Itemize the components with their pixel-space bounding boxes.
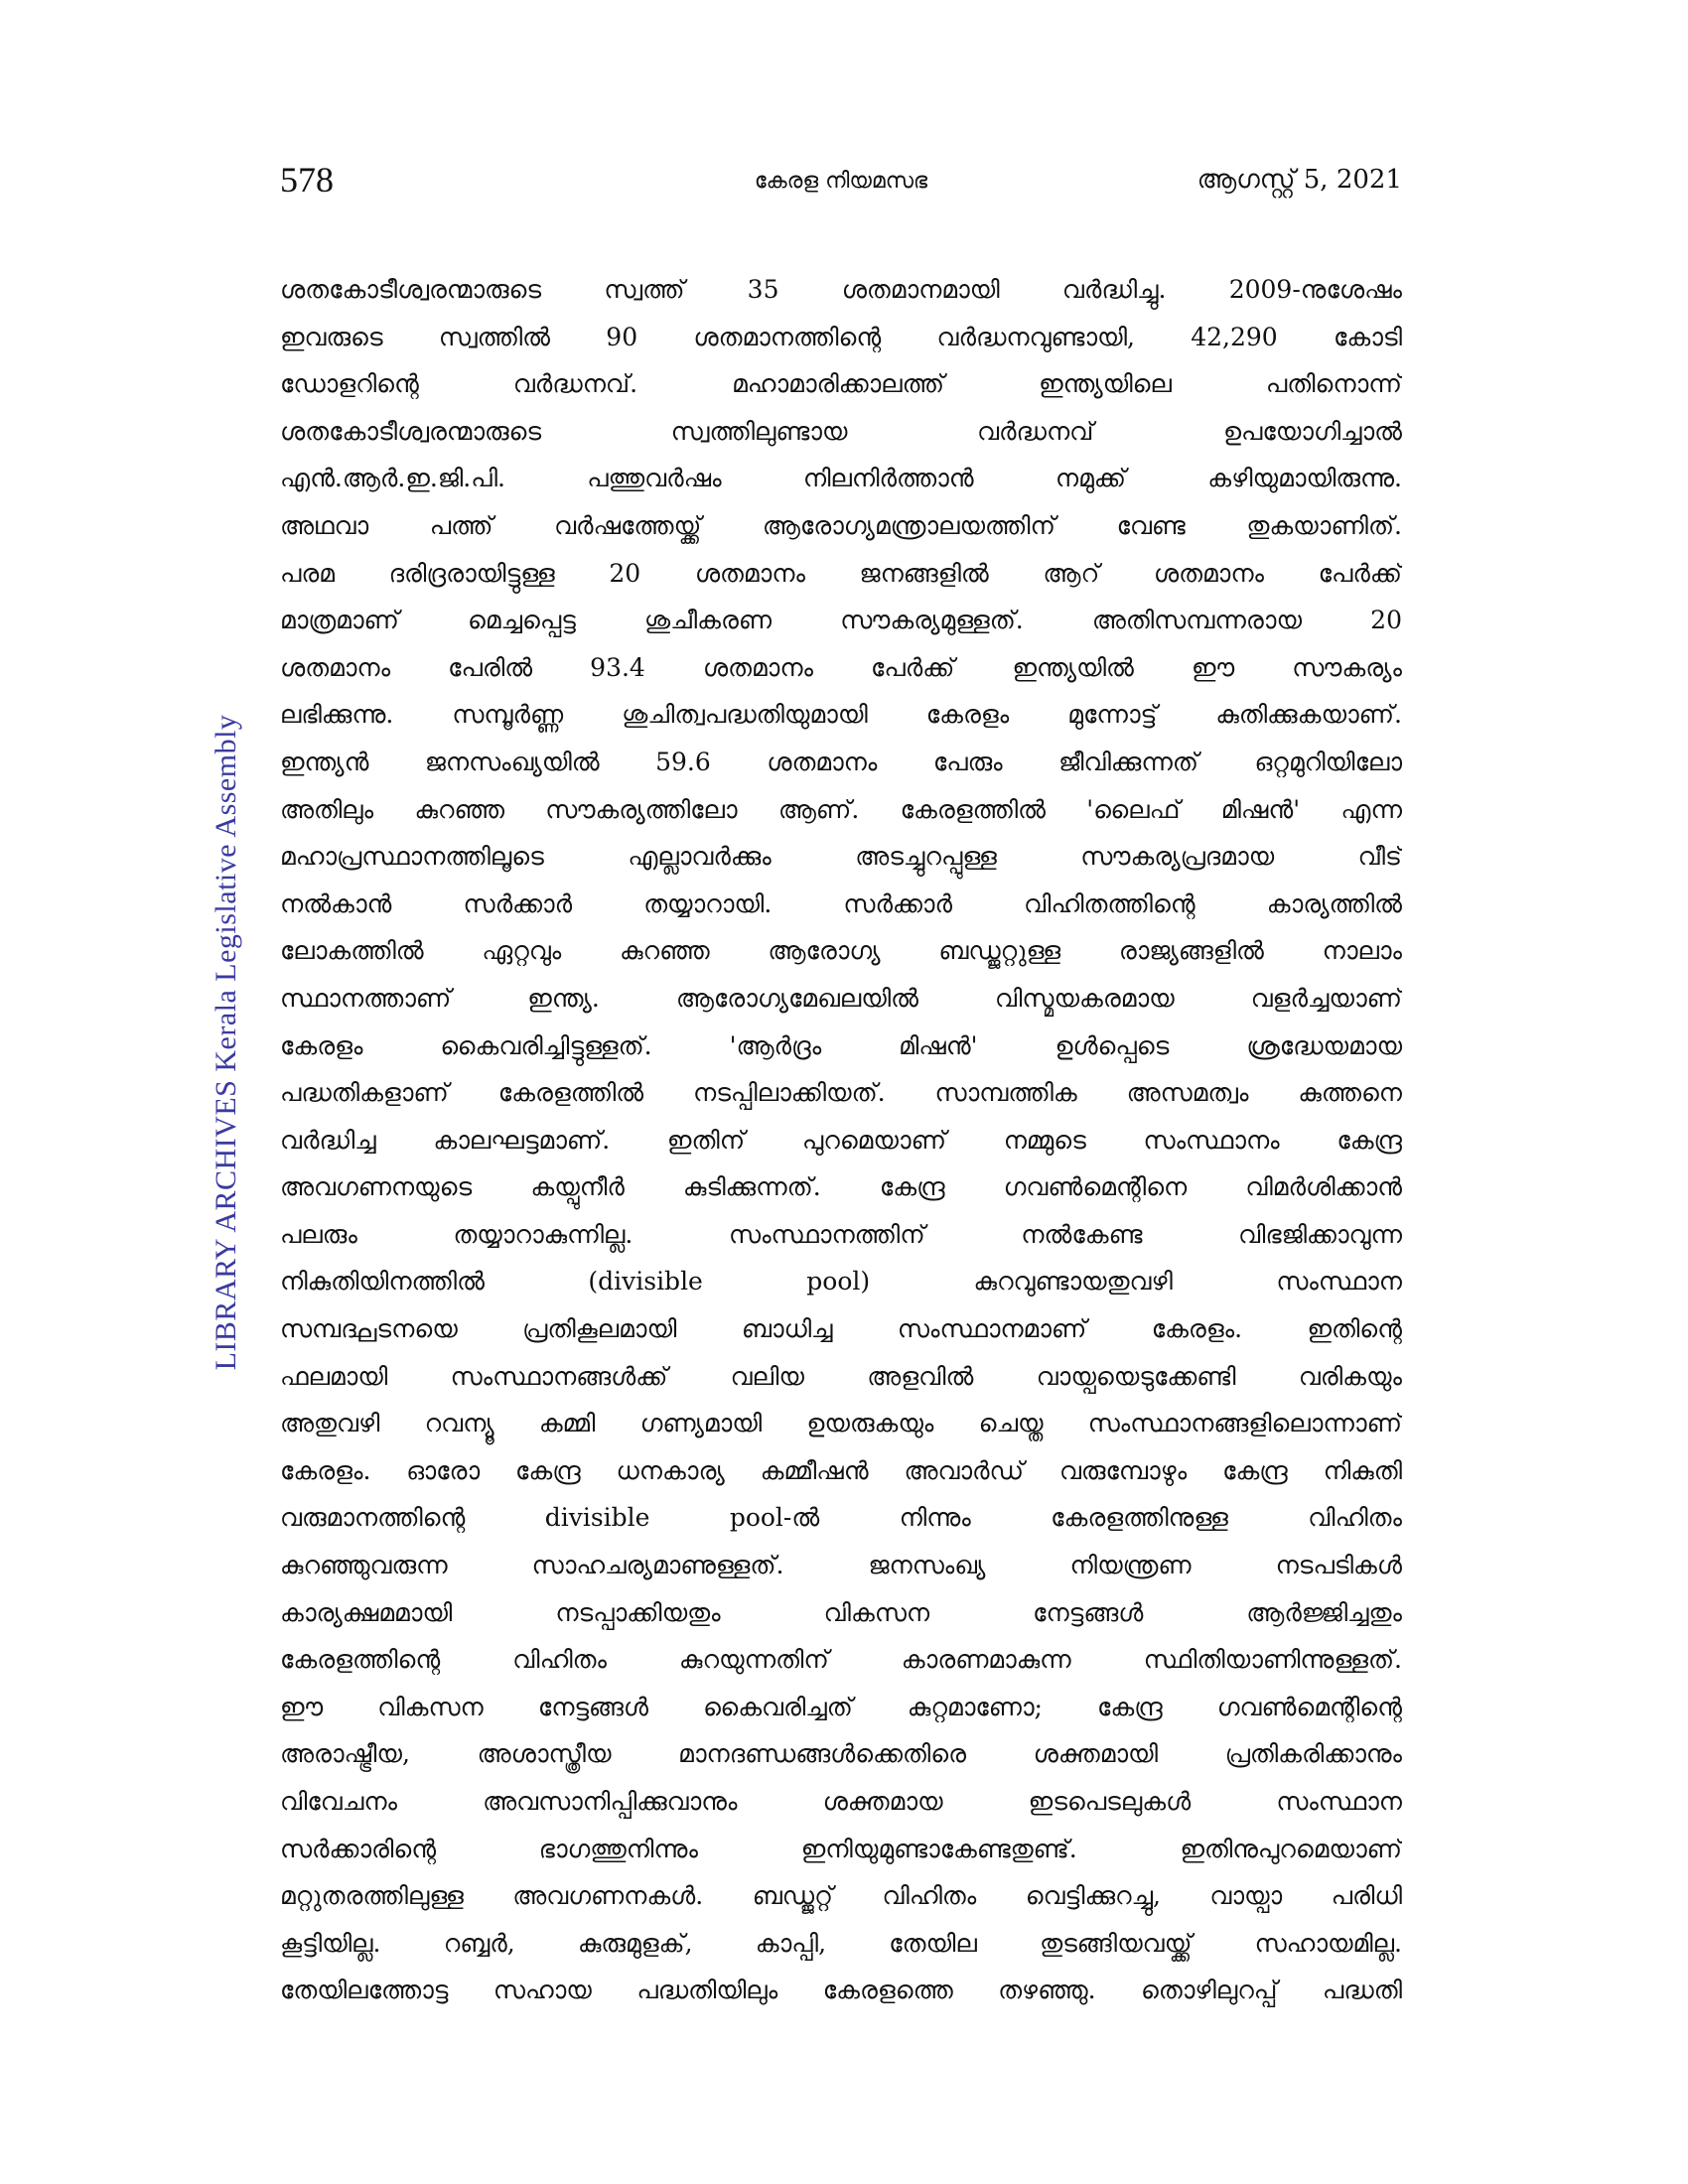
text-line: ഇവരുടെ സ്വത്തിൽ 90 ശതമാനത്തിന്റെ വർദ്ധനവുണ്ടായി, 42,290 കോടി — [280, 322, 1402, 351]
text-line: ലഭിക്കുന്നു. സമ്പൂർണ്ണ ശുചിത്വപദ്ധതിയുമായി കേരളം മുന്നോട്ട് കുതിക്കുകയാണ്. — [280, 700, 1402, 730]
text-line: സർക്കാരിന്റെ ഭാഗത്തുനിന്നും ഇനിയുമുണ്ടാകേണ്ടതുണ്ട്. ഇതിനുപുറമെയാണ് — [280, 1834, 1402, 1863]
text-line: പലരും തയ്യാറാകുന്നില്ല. സംസ്ഥാനത്തിന് നൽകേണ്ട വിഭജിക്കാവുന്ന — [280, 1219, 1402, 1249]
text-line: എൻ.ആർ.ഇ.ജി.പി. പത്തുവർഷം നിലനിർത്താൻ നമുക്ക് കഴിയുമായിരുന്നു. — [280, 464, 1402, 493]
text-line: മറ്റുതരത്തിലുള്ള അവഗണനകൾ. ബഡ്ജറ്റ് വിഹിതം വെട്ടിക്കുറച്ചു, വായ്പാ പരിധി — [280, 1881, 1402, 1911]
text-line: കേരളം. ഓരോ കേന്ദ്ര ധനകാര്യ കമ്മീഷൻ അവാർഡ് വരുമ്പോഴും കേന്ദ്ര നികുതി — [280, 1455, 1402, 1485]
text-line: ശതമാനം പേരിൽ 93.4 ശതമാനം പേർക്ക് ഇന്ത്യയിൽ ഈ സൗകര്യം — [280, 652, 1402, 682]
text-line: വരുമാനത്തിന്റെ divisible pool-ൽ നിന്നും കേരളത്തിനുള്ള വിഹിതം — [280, 1503, 1402, 1533]
text-line: ശതകോടീശ്വരന്മാരുടെ സ്വത്തിലുണ്ടായ വർദ്ധനവ് ഉപയോഗിച്ചാൽ — [280, 416, 1402, 446]
text-line: അവഗണനയുടെ കയ്പുനീർ കുടിക്കുന്നത്. കേന്ദ്ര ഗവൺമെന്റിനെ വിമർശിക്കാൻ — [280, 1172, 1402, 1202]
text-line: കൂട്ടിയില്ല. റബ്ബർ, കുരുമുളക്, കാപ്പി, തേയില തുടങ്ങിയവയ്ക്ക് സഹായമില്ല. — [280, 1928, 1402, 1958]
text-line: തേയിലത്തോട്ട സഹായ പദ്ധതിയിലും കേരളത്തെ തഴഞ്ഞു. തൊഴിലുറപ്പ് പദ്ധതി — [280, 1976, 1402, 2005]
running-date: ആഗസ്റ്റ് 5, 2021 — [1196, 165, 1402, 195]
text-line: അഥവാ പത്ത് വർഷത്തേയ്ക്ക് ആരോഗ്യമന്ത്രാലയത്തിന് വേണ്ട തുകയാണിത്. — [280, 510, 1402, 540]
text-line: മഹാപ്രസ്ഥാനത്തിലൂടെ എല്ലാവർക്കും അടച്ചുറപ്പുള്ള സൗകര്യപ്രദമായ വീട് — [280, 842, 1402, 872]
text-line: സ്ഥാനത്താണ് ഇന്ത്യ. ആരോഗ്യമേഖലയിൽ വിസ്മയകരമായ വളർച്ചയാണ് — [280, 983, 1402, 1013]
text-line: കുറഞ്ഞുവരുന്ന സാഹചര്യമാണുള്ളത്. ജനസംഖ്യ നിയന്ത്രണ നടപടികൾ — [280, 1551, 1402, 1580]
text-line: നികുതിയിനത്തിൽ (divisible pool) കുറവുണ്ടായതുവഴി സംസ്ഥാന — [280, 1267, 1402, 1297]
text-line: അതുവഴി റവന്യൂ കമ്മി ഗണ്യമായി ഉയരുകയും ചെയ്ത സംസ്ഥാനങ്ങളിലൊന്നാണ് — [280, 1409, 1402, 1438]
text-line: കേരളത്തിന്റെ വിഹിതം കുറയുന്നതിന് കാരണമാകുന്ന സ്ഥിതിയാണിന്നുള്ളത്. — [280, 1645, 1402, 1675]
text-line: ലോകത്തിൽ ഏറ്റവും കുറഞ്ഞ ആരോഗ്യ ബഡ്ജറ്റുള്ള രാജ്യങ്ങളിൽ നാലാം — [280, 936, 1402, 966]
text-line: ശതകോടീശ്വരന്മാരുടെ സ്വത്ത് 35 ശതമാനമായി വർദ്ധിച്ചു. 2009-നുശേഷം — [280, 275, 1402, 304]
text-line: പരമ ദരിദ്രരായിട്ടുള്ള 20 ശതമാനം ജനങ്ങളിൽ ആറ് ശതമാനം പേർക്ക് — [280, 558, 1402, 588]
body-paragraph — [280, 266, 1402, 2014]
text-line: പദ്ധതികളാണ് കേരളത്തിൽ നടപ്പിലാക്കിയത്. സാമ്പത്തിക അസമത്വം കുത്തനെ — [280, 1078, 1402, 1108]
archive-watermark: LIBRARY ARCHIVES Kerala Legislative Assembly — [210, 714, 242, 1371]
text-line: കാര്യക്ഷമമായി നടപ്പാക്കിയതും വികസന നേട്ടങ്ങൾ ആർജ്ജിച്ചതും — [280, 1597, 1402, 1627]
page-number: 578 — [280, 160, 334, 200]
page-header — [280, 159, 1402, 218]
text-line: അരാഷ്ട്രീയ, അശാസ്ത്രീയ മാനദണ്ഡങ്ങൾക്കെതിരെ ശക്തമായി പ്രതികരിക്കാനും — [280, 1739, 1402, 1769]
text-line: ഡോളറിന്റെ വർദ്ധനവ്. മഹാമാരിക്കാലത്ത് ഇന്ത്യയിലെ പതിനൊന്ന് — [280, 369, 1402, 399]
text-line: മാത്രമാണ് മെച്ചപ്പെട്ട ശുചീകരണ സൗകര്യമുള്ളത്. അതിസമ്പന്നരായ 20 — [280, 606, 1402, 635]
text-line: വർദ്ധിച്ച കാലഘട്ടമാണ്. ഇതിന് പുറമെയാണ് നമ്മുടെ സംസ്ഥാനം കേന്ദ്ര — [280, 1125, 1402, 1155]
text-line: വിവേചനം അവസാനിപ്പിക്കുവാനും ശക്തമായ ഇടപെടലുകൾ സംസ്ഥാന — [280, 1787, 1402, 1816]
text-line: ഈ വികസന നേട്ടങ്ങൾ കൈവരിച്ചത് കുറ്റമാണോ; കേന്ദ്ര ഗവൺമെന്റിന്റെ — [280, 1692, 1402, 1721]
text-line: ഇന്ത്യൻ ജനസംഖ്യയിൽ 59.6 ശതമാനം പേരും ജീവിക്കുന്നത് ഒറ്റമുറിയിലോ — [280, 747, 1402, 776]
text-line: അതിലും കുറഞ്ഞ സൗകര്യത്തിലോ ആണ്. കേരളത്തിൽ 'ലൈഫ് മിഷൻ' എന്ന — [280, 794, 1402, 824]
text-line: നൽകാൻ സർക്കാർ തയ്യാറായി. സർക്കാർ വിഹിതത്തിന്റെ കാര്യത്തിൽ — [280, 888, 1402, 918]
text-line: സമ്പദ്ഘടനയെ പ്രതികൂലമായി ബാധിച്ച സംസ്ഥാനമാണ് കേരളം. ഇതിന്റെ — [280, 1314, 1402, 1344]
text-line: ഫലമായി സംസ്ഥാനങ്ങൾക്ക് വലിയ അളവിൽ വായ്പയെടുക്കേണ്ടി വരികയും — [280, 1361, 1402, 1391]
text-line: കേരളം കൈവരിച്ചിട്ടുള്ളത്. 'ആർദ്രം മിഷൻ' ഉൾപ്പെടെ ശ്രദ്ധേയമായ — [280, 1030, 1402, 1060]
running-title: കേരള നിയമസഭ — [754, 169, 928, 194]
